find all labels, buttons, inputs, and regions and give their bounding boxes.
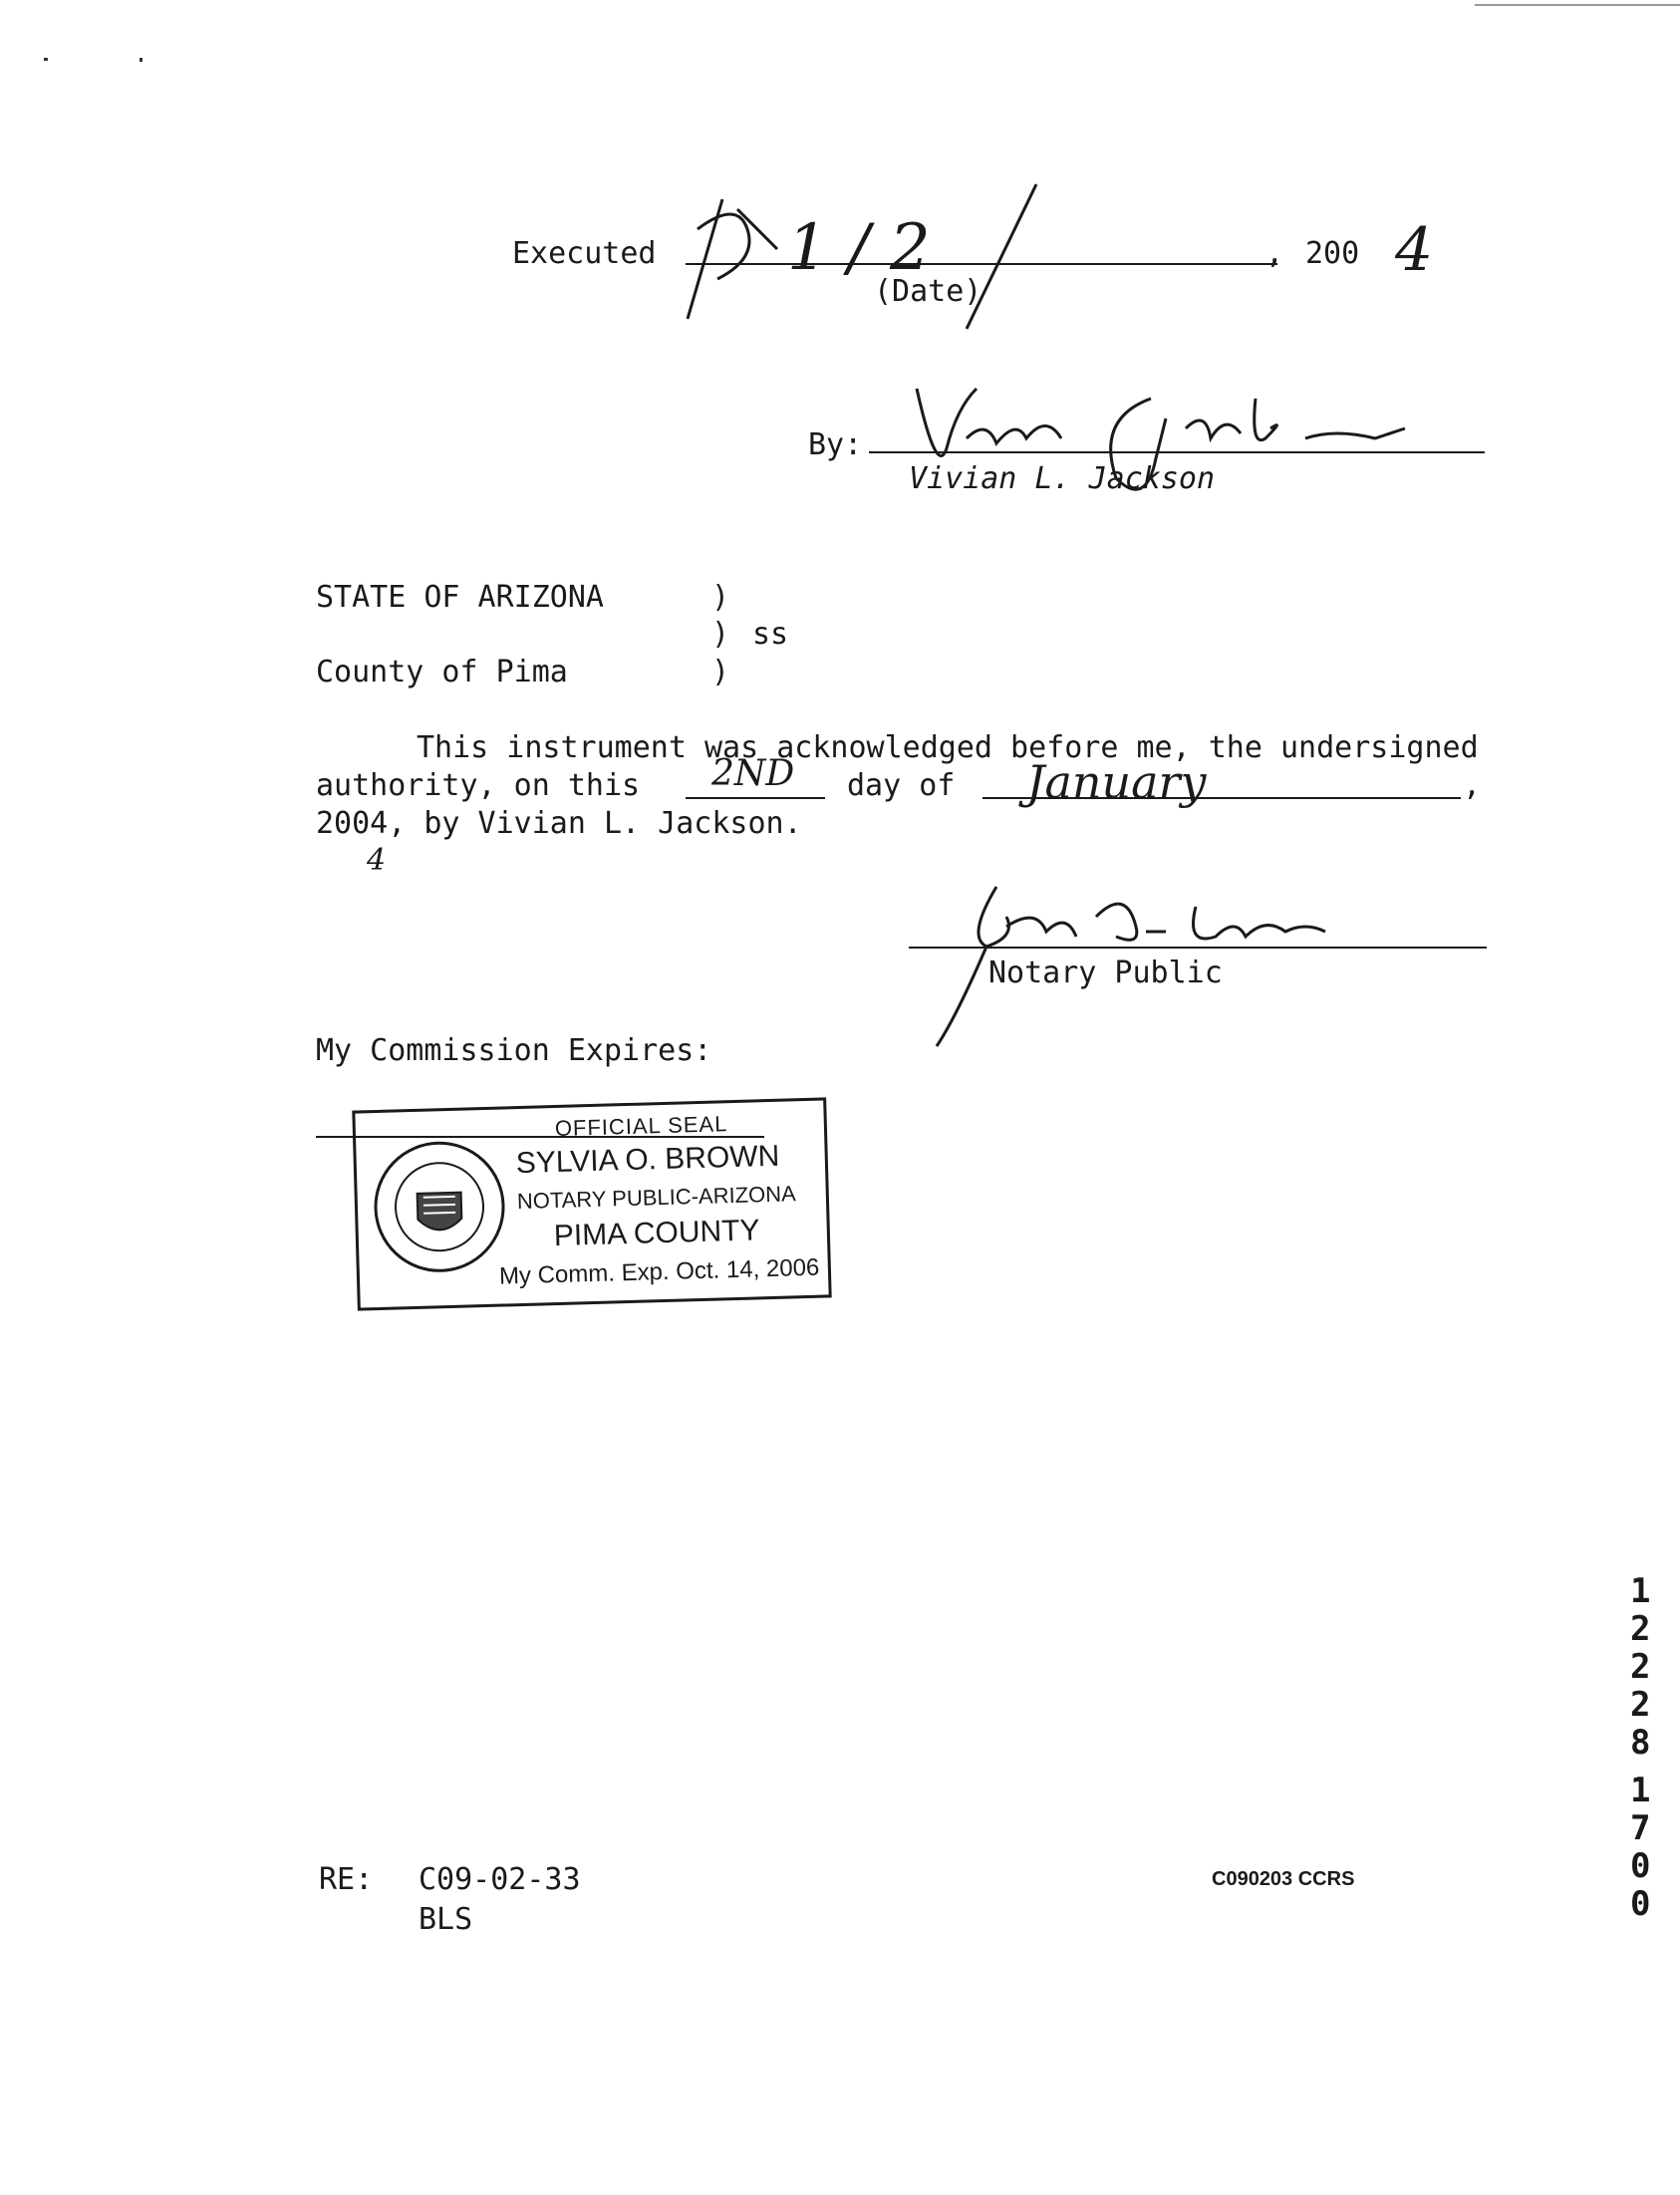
year-comma: , xyxy=(1265,236,1284,271)
scan-mark xyxy=(44,58,48,61)
notary-title: Notary Public xyxy=(988,956,1223,990)
margin-stamp-top xyxy=(1630,1572,1664,1762)
seal-title: NOTARY PUBLIC-ARIZONA xyxy=(516,1181,797,1215)
venue-paren-2: ) xyxy=(711,617,730,652)
margin-digit: 8 xyxy=(1630,1723,1651,1763)
margin-digit: 1 xyxy=(1630,1771,1651,1810)
commission-label: My Commission Expires: xyxy=(316,1033,712,1068)
ack-line-2a: authority, on this xyxy=(316,768,641,803)
year-prefix: 200 xyxy=(1305,236,1360,271)
by-label: By: xyxy=(808,427,863,462)
date-handwritten: 1 / 2 xyxy=(787,211,931,285)
executed-label: Executed xyxy=(512,236,657,271)
day-underline xyxy=(686,797,825,799)
ack-line-2b: day of xyxy=(847,768,956,803)
date-caption: (Date) xyxy=(874,274,982,309)
date-strikeout xyxy=(678,189,797,329)
margin-digit: 7 xyxy=(1630,1808,1651,1848)
margin-digit: 0 xyxy=(1630,1884,1651,1924)
scan-mark xyxy=(140,58,142,62)
day-handwritten: 2ND xyxy=(711,753,795,794)
notary-signature-line xyxy=(909,947,1487,949)
scan-mark xyxy=(1475,4,1680,6)
margin-digit: 2 xyxy=(1630,1685,1651,1725)
signer-signature xyxy=(907,359,1445,528)
ack-line-1: This instrument was acknowledged before me, the undersigned xyxy=(417,730,1479,765)
seal-county: PIMA COUNTY xyxy=(553,1214,760,1253)
date-slash-stroke xyxy=(927,179,1046,339)
margin-stamp-bottom xyxy=(1630,1772,1664,1923)
signer-typed-name: Vivian L. Jackson xyxy=(909,461,1216,496)
seal-name: SYLVIA O. BROWN xyxy=(515,1139,780,1181)
venue-paren-3: ) xyxy=(711,655,730,689)
re-number: C09-02-33 xyxy=(419,1862,581,1897)
re-initials: BLS xyxy=(419,1902,473,1937)
year-handwritten: 4 xyxy=(1395,215,1434,285)
margin-digit: 1 xyxy=(1630,1571,1651,1611)
re-label: RE: xyxy=(319,1862,374,1897)
margin-digit: 0 xyxy=(1630,1846,1651,1886)
notary-seal xyxy=(352,1097,831,1310)
venue-paren-1: ) xyxy=(711,580,730,615)
ack-line-3: 2004, by Vivian L. Jackson. xyxy=(316,806,802,841)
month-handwritten: January xyxy=(1026,755,1207,809)
seal-expires: My Comm. Exp. Oct. 14, 2006 xyxy=(498,1253,820,1290)
margin-digit: 2 xyxy=(1630,1647,1651,1687)
venue-ss: ss xyxy=(752,617,789,652)
ack-line-2-comma: , xyxy=(1463,768,1482,803)
venue-county: County of Pima xyxy=(316,655,568,689)
year-correction: 4 xyxy=(367,843,387,878)
venue-state: STATE OF ARIZONA xyxy=(316,580,604,615)
margin-digit: 2 xyxy=(1630,1609,1651,1649)
footer-code: C090203 CCRS xyxy=(1212,1868,1355,1890)
seal-header: OFFICIAL SEAL xyxy=(554,1111,728,1142)
state-seal-icon xyxy=(368,1135,511,1278)
